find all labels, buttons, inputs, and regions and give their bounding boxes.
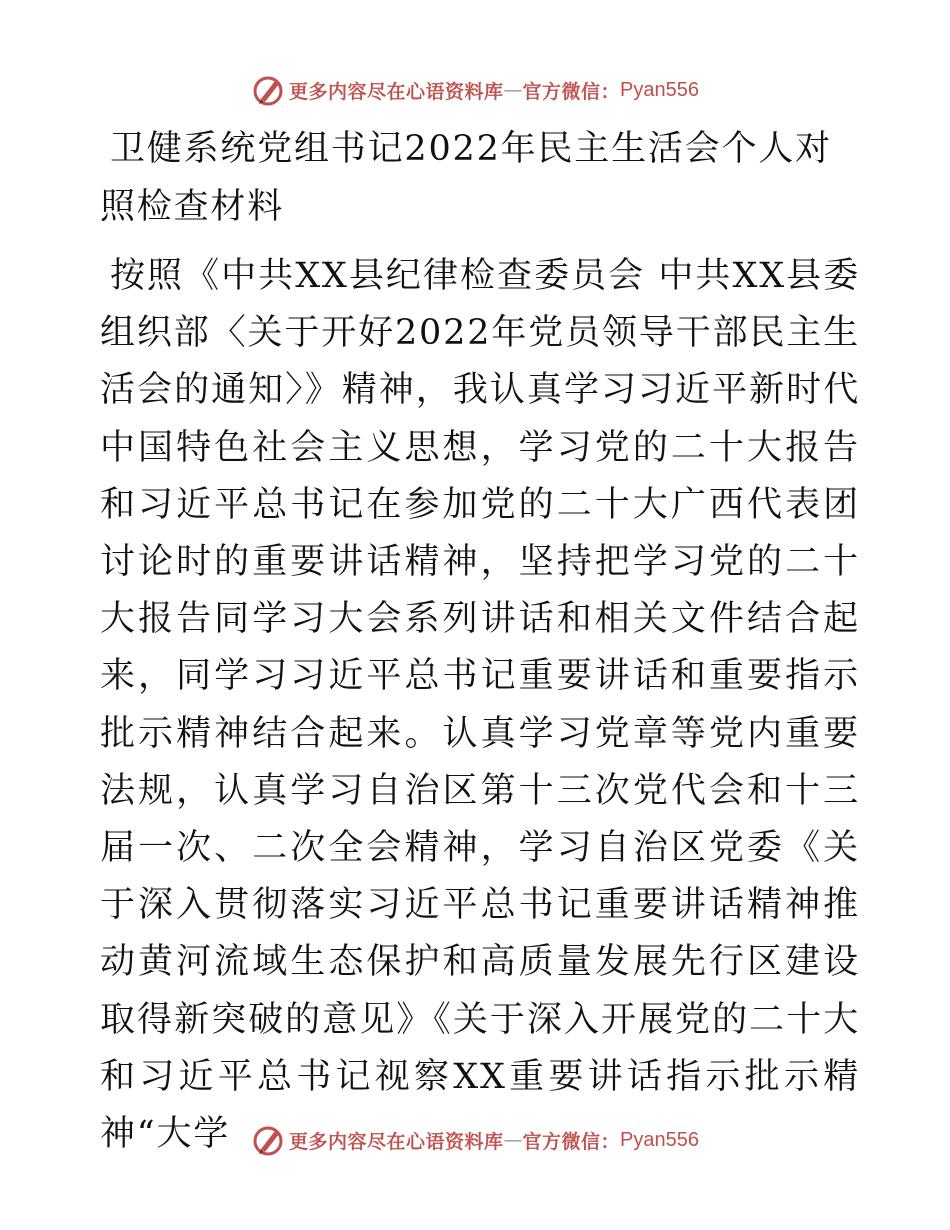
footer-watermark-banner xyxy=(0,1120,950,1160)
separator: — xyxy=(503,1129,523,1151)
site-name: 更多内容尽在心语资料库 xyxy=(289,1130,504,1153)
wechat-handle: Pyan556 xyxy=(620,1128,699,1151)
document-body-paragraph: 按照《中共XX县纪律检查委员会 中共XX县委组织部〈关于开好2022年党员领导干部民主生活会的通知〉》精神，我认真学习习近平新时代中国特色社会主义思想，学习党的二十大报告和习近平总书记在参加党的二十大广西代表团讨论时的重要讲话精神，坚持把学习党的二十大报告同学习大会系列讲话和相关文件结合起来，同学习习近平总书记重要讲话和重要指示批示精神结合起来。认真学习党章等党内重要法规，认真学习自治区第十三次党代会和十三届一次、二次全会精神，学习自治区党委《关于深入贯彻落实习近平总书记重要讲话精神推动黄河流域生态保护和高质量发展先行区建设取得新突破的意见》《关于深入开展党的二十大和习近平总书记视察XX重要讲话指示批示精神“大学 xyxy=(100,256,860,1155)
pen-logo-icon xyxy=(251,73,285,107)
header-watermark-banner xyxy=(0,70,950,110)
site-name: 更多内容尽在心语资料库 xyxy=(289,80,504,103)
wechat-handle: Pyan556 xyxy=(620,78,699,101)
separator: — xyxy=(503,79,523,101)
pen-logo-icon xyxy=(251,1123,285,1157)
document-title: 卫健系统党组书记2022年民主生活会个人对照检查材料 xyxy=(100,129,832,227)
wechat-label: 官方微信： xyxy=(522,1130,621,1153)
wechat-label: 官方微信： xyxy=(522,80,621,103)
